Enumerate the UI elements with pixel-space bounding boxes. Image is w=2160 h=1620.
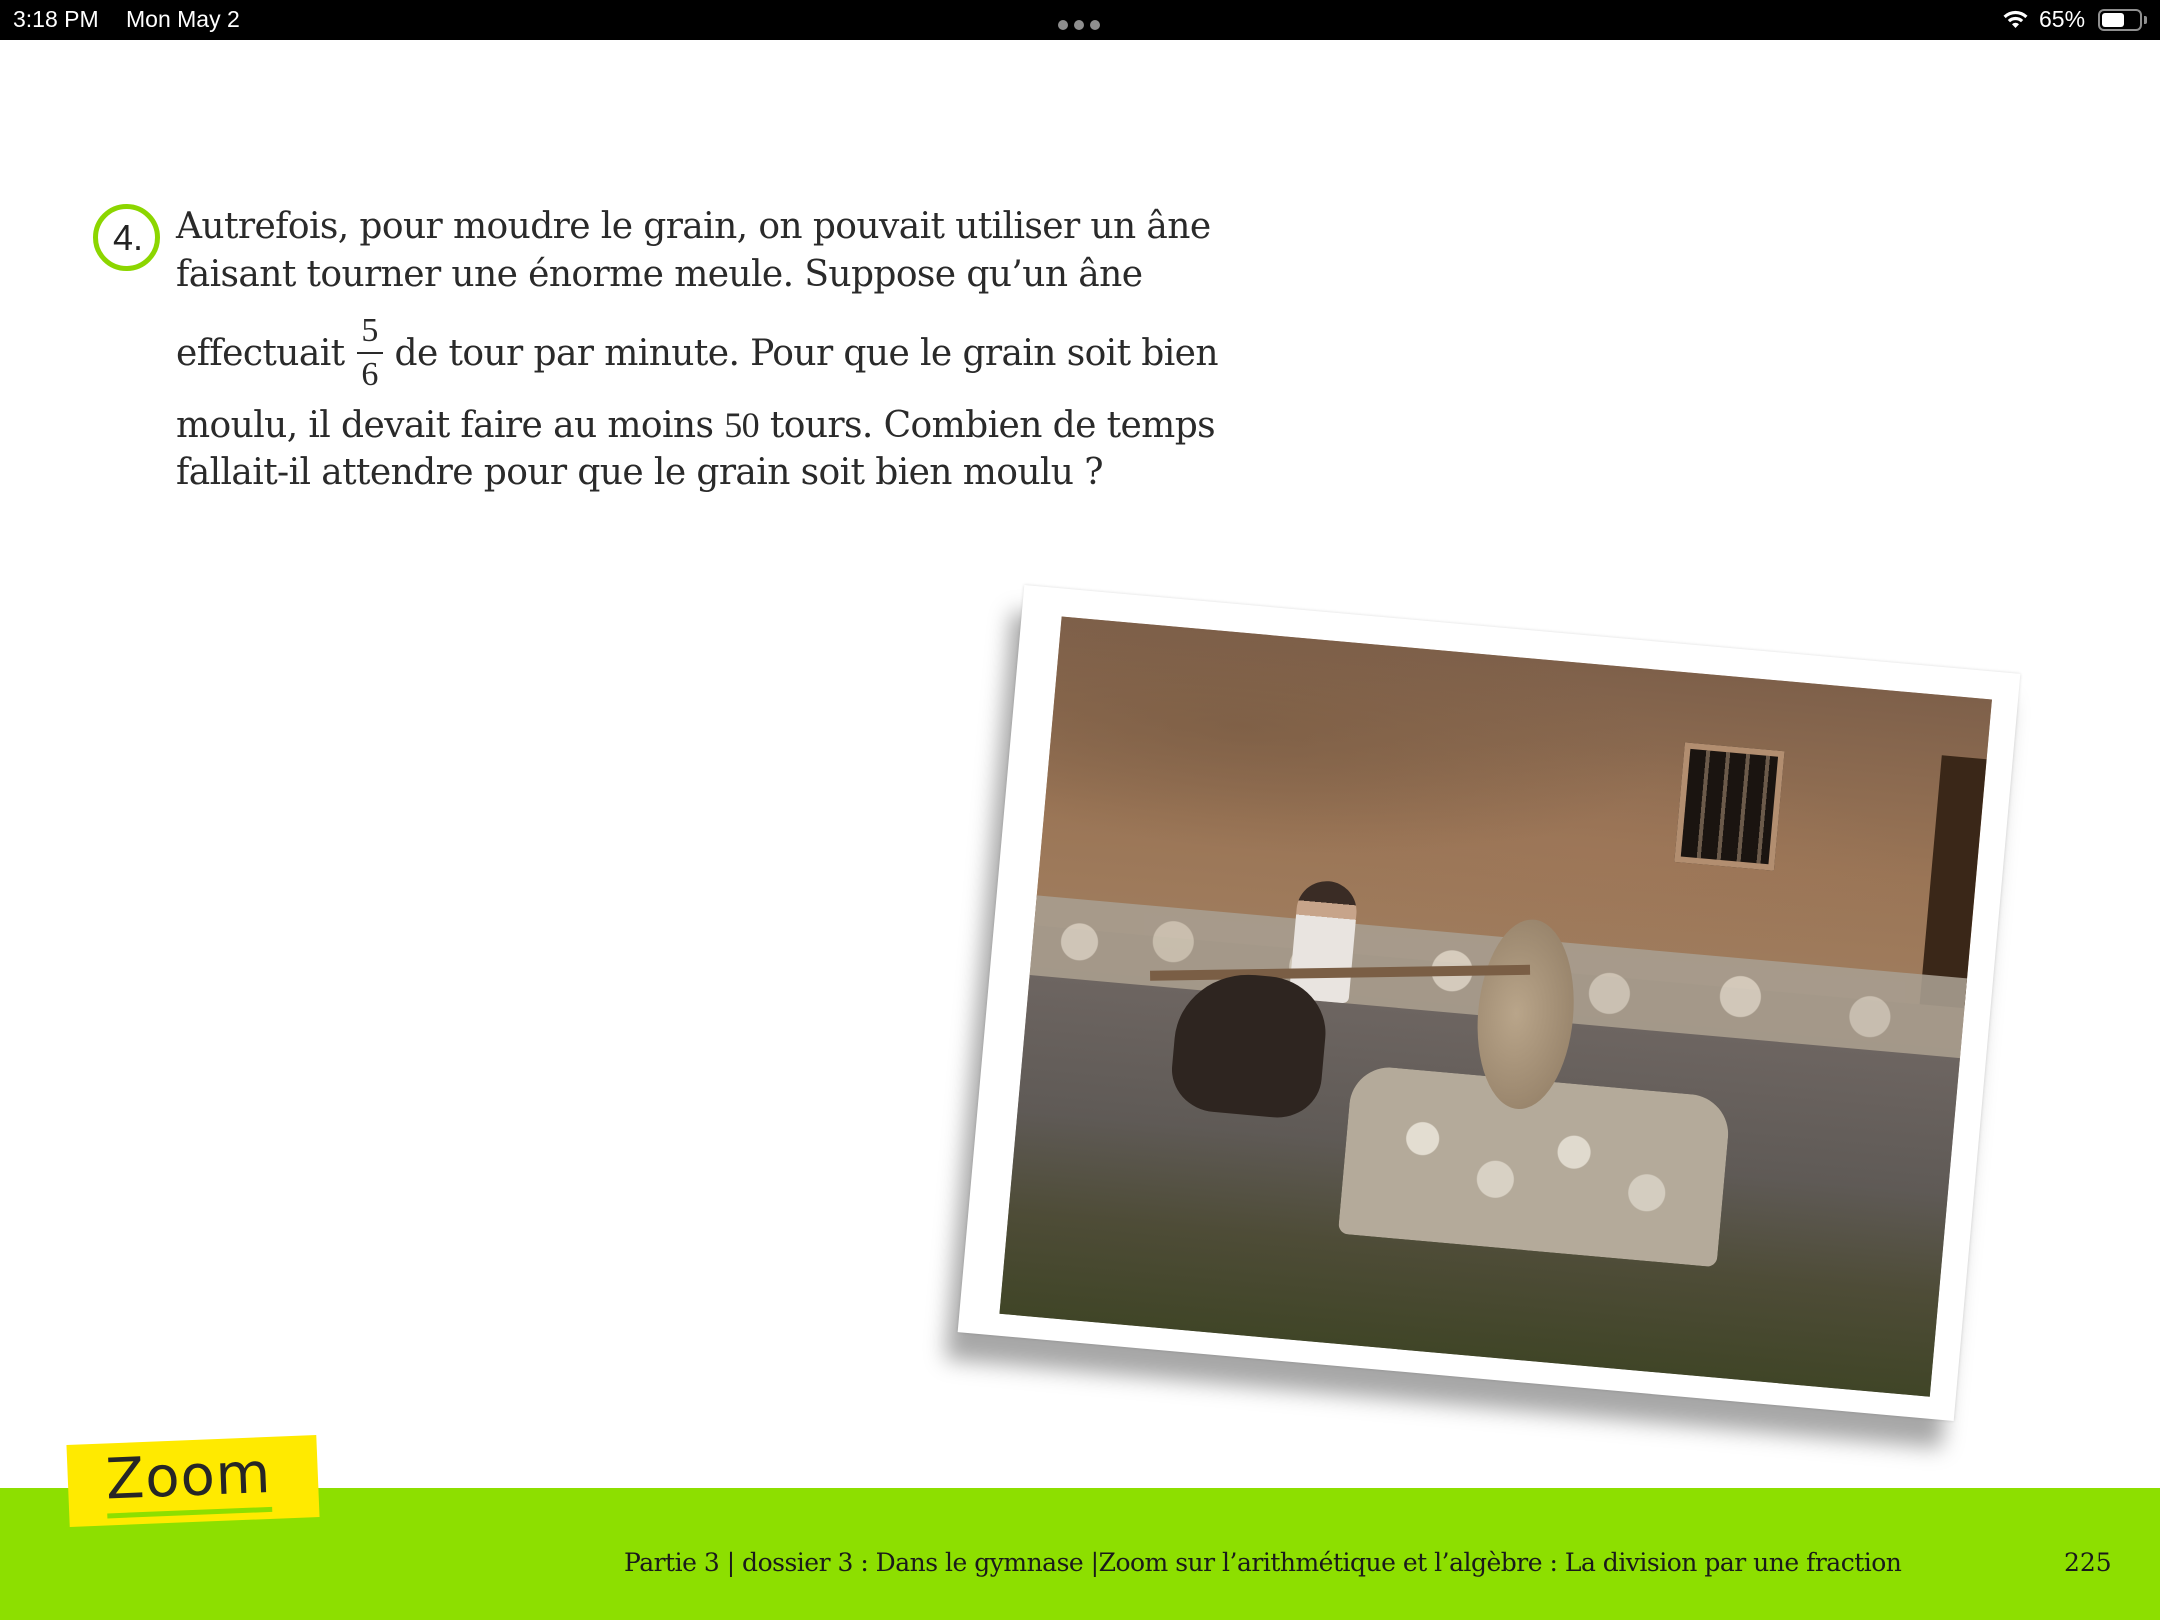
donkey-millstone-photo <box>999 616 1992 1396</box>
fraction-numerator: 5 <box>361 312 378 349</box>
exercise-number-badge: 4. <box>93 204 160 271</box>
zoom-tag <box>66 1435 319 1527</box>
fraction <box>357 312 383 394</box>
photo-window <box>1674 742 1784 870</box>
battery-percent: 65% <box>2039 6 2086 32</box>
wifi-icon <box>2002 8 2029 30</box>
fraction-bar <box>357 352 383 354</box>
exercise-text <box>176 206 1356 500</box>
exercise-line-4-before: moulu, il devait faire au moins <box>176 405 714 446</box>
footer-breadcrumb: Partie 3 | dossier 3 : Dans le gymnase |Zoom sur l’arithmétique et l’algèbre : La division par une fraction <box>624 1548 1902 1577</box>
zoom-tag-label: Zoom <box>105 1441 273 1519</box>
status-time: 3:18 PM <box>13 6 99 32</box>
exercise-line-2: faisant tourner une énorme meule. Suppose qu’un âne <box>176 254 1143 295</box>
exercise-line-1: Autrefois, pour moudre le grain, on pouvait utiliser un âne <box>176 206 1211 247</box>
exercise-line-3 <box>176 302 1356 404</box>
photo-frame <box>958 585 2021 1421</box>
exercise-line-5: fallait-il attendre pour que le grain soit bien moulu ? <box>176 452 1103 493</box>
exercise-line-3-before: effectuait <box>176 332 345 374</box>
photo-person <box>1289 879 1359 1004</box>
status-date: Mon May 2 <box>126 6 240 32</box>
exercise-line-4 <box>176 404 1356 452</box>
page-number: 225 <box>2064 1548 2112 1577</box>
fraction-denominator: 6 <box>361 356 378 393</box>
battery-icon <box>2098 9 2142 31</box>
three-dots-icon[interactable] <box>1058 20 1100 30</box>
exercise-line-3-after: de tour par minute. Pour que le grain soit bien <box>394 332 1218 374</box>
exercise-number-50: 50 <box>724 405 760 445</box>
exercise-line-4-after: tours. Combien de temps <box>769 405 1216 446</box>
battery-nub <box>2144 16 2147 24</box>
status-bar <box>0 0 2160 40</box>
